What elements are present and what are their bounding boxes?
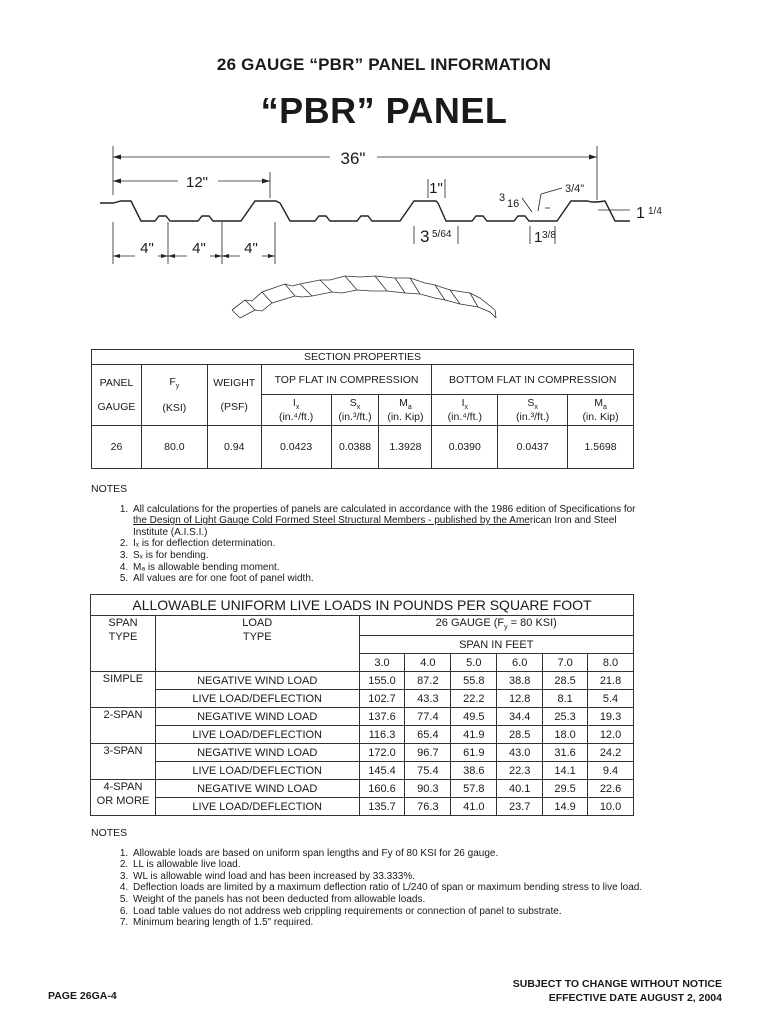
- top-flat-header: TOP FLAT IN COMPRESSION: [261, 365, 432, 395]
- note-item: 5. All values are for one foot of panel width.: [131, 573, 651, 585]
- load-type-cell: LIVE LOAD/DEFLECTION: [155, 726, 359, 744]
- load-value-cell: 49.5: [451, 708, 497, 726]
- load-value-cell: 155.0: [359, 672, 405, 690]
- section-properties-table: [91, 349, 634, 469]
- bot-ma-header: $M_a$ (in. Kip): [568, 395, 634, 426]
- load-value-cell: 40.1: [497, 780, 543, 798]
- minor-base-fraction: 3/8: [542, 230, 556, 241]
- span-type-header: SPAN TYPE: [91, 616, 156, 672]
- load-value-cell: 10.0: [588, 798, 634, 816]
- load-type-cell: NEGATIVE WIND LOAD: [155, 672, 359, 690]
- span-header-cell: 4.0: [405, 654, 451, 672]
- table-row: [91, 690, 634, 708]
- load-value-cell: 28.5: [497, 726, 543, 744]
- gauge-header: 26 GAUGE ($F_y = 80$ KSI): [359, 616, 633, 636]
- note-item: 3. Sₓ is for bending.: [131, 550, 651, 562]
- rib-top-label: 1": [429, 180, 443, 197]
- load-value-cell: 96.7: [405, 744, 451, 762]
- width-label: 36": [340, 149, 366, 168]
- cell-fy: 80.0: [141, 426, 207, 469]
- rib-spacing-label: 12": [185, 174, 209, 191]
- load-type-cell: LIVE LOAD/DEFLECTION: [155, 690, 359, 708]
- rib-base-fraction: 5/64: [432, 229, 452, 240]
- load-value-cell: 23.7: [497, 798, 543, 816]
- span-header-cell: 3.0: [359, 654, 405, 672]
- panel-profile-drawing: [0, 140, 768, 340]
- load-value-cell: 87.2: [405, 672, 451, 690]
- load-type-cell: LIVE LOAD/DEFLECTION: [155, 762, 359, 780]
- load-value-cell: 65.4: [405, 726, 451, 744]
- minor-rib-denominator: 16: [507, 198, 520, 210]
- load-value-cell: 76.3: [405, 798, 451, 816]
- load-value-cell: 137.6: [359, 708, 405, 726]
- footer-notice: SUBJECT TO CHANGE WITHOUT NOTICE EFFECTIVE DATE AUGUST 2, 2004: [512, 978, 722, 1004]
- page-number: PAGE 26GA-4: [48, 990, 117, 1002]
- load-value-cell: 38.6: [451, 762, 497, 780]
- table-row: [91, 672, 634, 690]
- table-row: [91, 798, 634, 816]
- load-value-cell: 19.3: [588, 708, 634, 726]
- note-item: 5. Weight of the panels has not been deducted from allowable loads.: [131, 894, 651, 906]
- note-item: 7. Minimum bearing length of 1.5" required.: [131, 917, 651, 929]
- minor-base-whole: 1: [534, 229, 543, 246]
- note-item: 1. All calculations for the properties of panels are calculated in accordance with the 1986 edition of Specifications for the Design of Light Gauge Cold Formed Steel Structural Members - published by the American Iron and Steel Institute (A.I.S.I.): [131, 504, 651, 539]
- span-type-cell: 3-SPAN: [91, 744, 156, 780]
- note-item: 4. Mₐ is allowable bending moment.: [131, 562, 651, 574]
- table-row: [91, 762, 634, 780]
- load-value-cell: 41.0: [451, 798, 497, 816]
- load-value-cell: 14.9: [543, 798, 588, 816]
- load-value-cell: 41.9: [451, 726, 497, 744]
- allowable-loads-table: [90, 594, 634, 816]
- load-value-cell: 160.6: [359, 780, 405, 798]
- load-value-cell: 55.8: [451, 672, 497, 690]
- load-value-cell: 8.1: [543, 690, 588, 708]
- load-value-cell: 14.1: [543, 762, 588, 780]
- load-type-cell: LIVE LOAD/DEFLECTION: [155, 798, 359, 816]
- span-header-cell: 8.0: [588, 654, 634, 672]
- load-value-cell: 9.4: [588, 762, 634, 780]
- load-value-cell: 135.7: [359, 798, 405, 816]
- bot-ix-header: $I_x$ (in.⁴/ft.): [432, 395, 498, 426]
- load-value-cell: 34.4: [497, 708, 543, 726]
- note-item: 2. LL is allowable live load.: [131, 859, 651, 871]
- cell-bot-sx: 0.0437: [498, 426, 568, 469]
- cell-bot-ma: 1.5698: [568, 426, 634, 469]
- load-type-header: LOAD TYPE: [155, 616, 359, 672]
- load-value-cell: 25.3: [543, 708, 588, 726]
- table-row: [91, 744, 634, 762]
- span-header-cell: 6.0: [497, 654, 543, 672]
- span-type-cell: 4-SPAN OR MORE: [91, 780, 156, 816]
- table-row: [92, 426, 634, 469]
- document-title: 26 GAUGE “PBR” PANEL INFORMATION: [216, 55, 552, 74]
- load-type-cell: NEGATIVE WIND LOAD: [155, 780, 359, 798]
- notes-loads: [91, 828, 651, 929]
- panel-height-whole: 1: [636, 205, 645, 222]
- span-in-feet-header: SPAN IN FEET: [359, 636, 633, 654]
- gap-label-2: 4": [192, 240, 206, 257]
- load-value-cell: 18.0: [543, 726, 588, 744]
- load-value-cell: 12.0: [588, 726, 634, 744]
- panel-height-fraction: 1/4: [648, 206, 662, 217]
- span-header-cell: 7.0: [543, 654, 588, 672]
- load-value-cell: 5.4: [588, 690, 634, 708]
- cell-top-ma: 1.3928: [379, 426, 432, 469]
- bottom-flat-header: BOTTOM FLAT IN COMPRESSION: [432, 365, 634, 395]
- panel-title: “PBR” PANEL: [260, 90, 508, 131]
- section-properties-title: SECTION PROPERTIES: [92, 350, 634, 365]
- rib-base-whole: 3: [420, 227, 430, 246]
- top-sx-header: $S_x$ (in.³/ft.): [331, 395, 379, 426]
- gap-label-3: 4": [244, 240, 258, 257]
- table-row: [91, 708, 634, 726]
- note-item: 1. Allowable loads are based on uniform span lengths and Fy of 80 KSI for 26 gauge.: [131, 848, 651, 860]
- minor-rib-width: 3/4": [565, 183, 585, 195]
- note-item: 4. Deflection loads are limited by a maximum deflection ratio of L/240 of span or maximum bending stress to live load.: [131, 882, 651, 894]
- load-value-cell: 116.3: [359, 726, 405, 744]
- cell-weight: 0.94: [207, 426, 261, 469]
- col-weight: WEIGHT (PSF): [207, 365, 261, 426]
- load-value-cell: 102.7: [359, 690, 405, 708]
- load-value-cell: 21.8: [588, 672, 634, 690]
- col-panel-gauge: PANEL GAUGE: [92, 365, 142, 426]
- load-value-cell: 22.6: [588, 780, 634, 798]
- minor-rib-numerator: 3: [499, 192, 506, 204]
- cell-bot-ix: 0.0390: [432, 426, 498, 469]
- load-value-cell: 22.2: [451, 690, 497, 708]
- span-type-cell: 2-SPAN: [91, 708, 156, 744]
- load-value-cell: 31.6: [543, 744, 588, 762]
- load-value-cell: 77.4: [405, 708, 451, 726]
- note-item: 3. WL is allowable wind load and has been increased by 33.333%.: [131, 871, 651, 883]
- load-type-cell: NEGATIVE WIND LOAD: [155, 708, 359, 726]
- load-value-cell: 57.8: [451, 780, 497, 798]
- load-value-cell: 90.3: [405, 780, 451, 798]
- load-value-cell: 28.5: [543, 672, 588, 690]
- notes-label: NOTES: [91, 827, 128, 839]
- table-row: [91, 726, 634, 744]
- load-value-cell: 29.5: [543, 780, 588, 798]
- span-type-cell: SIMPLE: [91, 672, 156, 708]
- load-value-cell: 38.8: [497, 672, 543, 690]
- load-value-cell: 22.3: [497, 762, 543, 780]
- load-value-cell: 43.3: [405, 690, 451, 708]
- loads-table-title: ALLOWABLE UNIFORM LIVE LOADS IN POUNDS PER SQUARE FOOT: [91, 595, 634, 616]
- cell-top-ix: 0.0423: [261, 426, 331, 469]
- bot-sx-header: $S_x$ (in.³/ft.): [498, 395, 568, 426]
- table-row: [91, 780, 634, 798]
- load-value-cell: 61.9: [451, 744, 497, 762]
- load-value-cell: 145.4: [359, 762, 405, 780]
- top-ix-header: $I_x$ (in.⁴/ft.): [261, 395, 331, 426]
- note-item: 6. Load table values do not address web crippling requirements or connection of panel to substrate.: [131, 906, 651, 918]
- load-value-cell: 24.2: [588, 744, 634, 762]
- cell-gauge: 26: [92, 426, 142, 469]
- notes-label: NOTES: [91, 483, 128, 495]
- col-fy: $F_y$ (KSI): [141, 365, 207, 426]
- load-type-cell: NEGATIVE WIND LOAD: [155, 744, 359, 762]
- load-value-cell: 43.0: [497, 744, 543, 762]
- span-header-cell: 5.0: [451, 654, 497, 672]
- note-item: 2. Iₓ is for deflection determination.: [131, 538, 651, 550]
- load-value-cell: 75.4: [405, 762, 451, 780]
- load-value-cell: 12.8: [497, 690, 543, 708]
- load-value-cell: 172.0: [359, 744, 405, 762]
- gap-label-1: 4": [140, 240, 154, 257]
- top-ma-header: $M_a$ (in. Kip): [379, 395, 432, 426]
- cell-top-sx: 0.0388: [331, 426, 379, 469]
- notes-section-properties: [91, 484, 651, 585]
